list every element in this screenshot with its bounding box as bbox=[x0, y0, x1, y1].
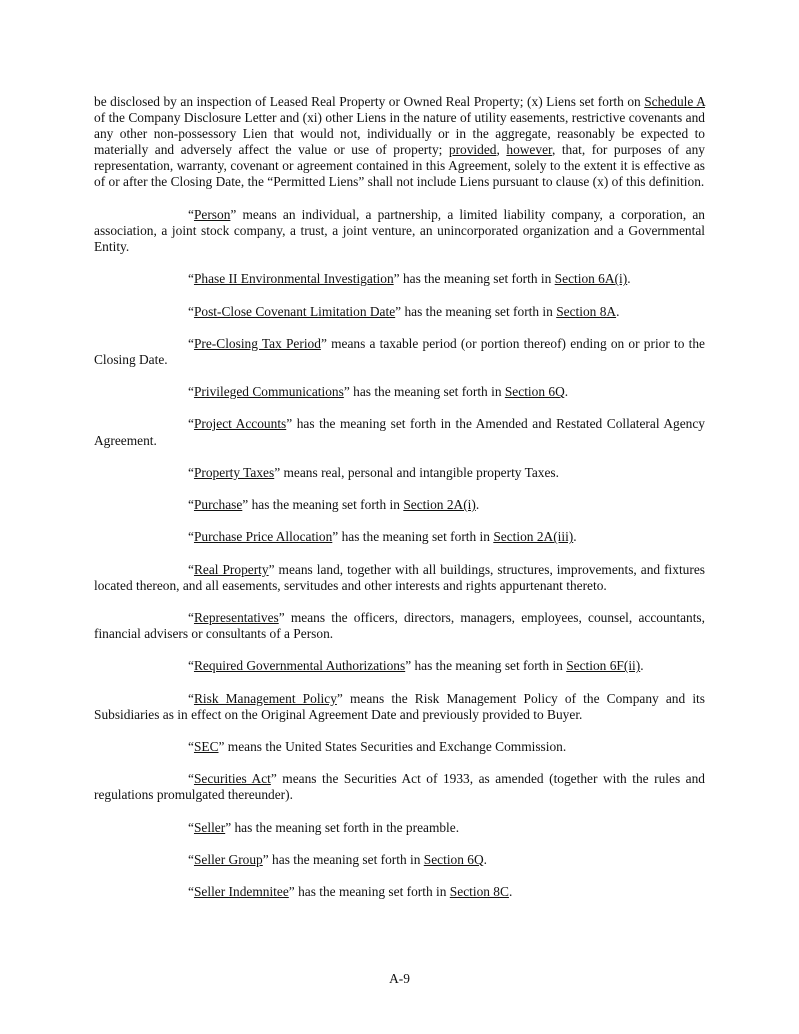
definition-text: ” means real, personal and intangible property Taxes. bbox=[274, 464, 559, 480]
definition-text: ” has the meaning set forth in the Amended and Restated Collateral Agency Agreement. bbox=[94, 416, 705, 448]
definition-paragraph: “Privileged Communications” has the meaning set forth in Section 6Q. bbox=[188, 384, 569, 400]
definition-paragraph: “Seller” has the meaning set forth in the preamble. bbox=[188, 819, 460, 835]
defined-term: Seller bbox=[193, 819, 226, 835]
defined-term: Post-Close Covenant Limitation Date bbox=[193, 303, 396, 319]
definition-paragraph: “Seller Group” has the meaning set forth in Section 6Q. bbox=[188, 852, 488, 867]
definition-paragraph: “Representatives” means the officers, directors, managers, employees, counsel, accountants, financial advisers or consultants of a Person. bbox=[94, 610, 705, 642]
underlined-term: provided bbox=[448, 142, 497, 158]
continuation-paragraph bbox=[94, 94, 705, 191]
section-reference: Section 2A(i) bbox=[403, 497, 476, 513]
definition-paragraph: “Seller Indemnitee” has the meaning set forth in Section 8C. bbox=[188, 884, 513, 900]
page-number: A-9 bbox=[389, 971, 410, 986]
definition-text: ” has the meaning set forth in bbox=[242, 497, 404, 513]
text-run: , bbox=[496, 142, 507, 158]
definition-text: ” has the meaning set forth in bbox=[332, 529, 494, 545]
definition-tail: . bbox=[616, 303, 620, 319]
defined-term: Representatives bbox=[193, 610, 279, 626]
defined-term: Purchase Price Allocation bbox=[193, 529, 333, 545]
section-reference: Section 2A(iii) bbox=[493, 529, 574, 545]
section-reference: Section 6F(ii) bbox=[566, 658, 641, 674]
definition-text: ” means the United States Securities and Exchange Commission. bbox=[218, 739, 567, 755]
section-reference: Section 8C bbox=[449, 884, 509, 900]
section-reference: Section 6A(i) bbox=[554, 271, 628, 287]
defined-term: Real Property bbox=[193, 561, 269, 577]
defined-term: Securities Act bbox=[193, 771, 271, 787]
definition-paragraph: “Property Taxes” means real, personal and intangible property Taxes. bbox=[188, 464, 559, 480]
definition-tail: . bbox=[508, 884, 513, 900]
definition-text: ” means a taxable period (or portion thereof) ending on or prior to the Closing Date. bbox=[94, 335, 705, 367]
underlined-term: however bbox=[506, 142, 552, 158]
definition-text: ” has the meaning set forth in bbox=[405, 658, 567, 674]
defined-term: Seller Group bbox=[193, 852, 263, 867]
definition-tail: . bbox=[483, 852, 488, 867]
definition-paragraph: “Project Accounts” has the meaning set forth in the Amended and Restated Collateral Agency Agreement. bbox=[94, 416, 705, 448]
underlined-reference: Schedule A bbox=[644, 94, 705, 109]
defined-term: Privileged Communications bbox=[193, 384, 344, 400]
section-reference: Section 6Q bbox=[504, 384, 565, 400]
defined-term: Required Governmental Authorizations bbox=[193, 658, 406, 674]
definition-text: ” means the officers, directors, managers, employees, counsel, accountants, financial advisers or consultants of a Person. bbox=[94, 610, 705, 642]
definition-paragraph: “Purchase” has the meaning set forth in Section 2A(i). bbox=[188, 497, 480, 513]
definition-tail: . bbox=[640, 658, 644, 674]
text-run: be disclosed by an inspection of Leased Real Property or Owned Real Property; (x) Liens set forth on bbox=[94, 94, 645, 109]
definition-paragraph: “Pre-Closing Tax Period” means a taxable period (or portion thereof) ending on or prior to the Closing Date. bbox=[94, 335, 705, 367]
defined-term: Phase II Environmental Investigation bbox=[193, 271, 394, 287]
defined-term: Pre-Closing Tax Period bbox=[193, 335, 321, 351]
definition-paragraph: “Real Property” means land, together with all buildings, structures, improvements, and fixtures located thereon, and all easements, servitudes and other interests and rights appurtenant thereto. bbox=[94, 561, 705, 593]
definition-text: ” means the Securities Act of 1933, as amended (together with the rules and regulations promulgated thereunder). bbox=[94, 771, 705, 803]
definition-paragraph: “Securities Act” means the Securities Act of 1933, as amended (together with the rules and regulations promulgated thereunder). bbox=[94, 771, 705, 803]
definition-tail: . bbox=[573, 529, 577, 545]
defined-term: Person bbox=[193, 206, 231, 222]
definition-tail: . bbox=[627, 271, 631, 287]
definition-text: ” has the meaning set forth in bbox=[343, 384, 505, 400]
definition-text: ” means the Risk Management Policy of the Company and its Subsidiaries as in effect on the Original Agreement Date and previously provided to Buyer. bbox=[94, 690, 705, 722]
definitions-list bbox=[94, 207, 705, 901]
section-reference: Section 6Q bbox=[423, 852, 484, 867]
definition-paragraph: “Risk Management Policy” means the Risk Management Policy of the Company and its Subsidiaries as in effect on the Original Agreement Date and previously provided to Buyer. bbox=[94, 690, 705, 722]
definition-tail: . bbox=[475, 497, 480, 513]
section-reference: Section 8A bbox=[556, 303, 617, 319]
text-run: , that, for purposes of any representation, warranty, covenant or agreement contained in this Agreement, solely to the extent it is effective as of or after the Closing Date, the “Permitted Liens” shall not include Liens pursuant to clause (x) of this definition. bbox=[94, 142, 705, 190]
definition-text: ” has the meaning set forth in bbox=[393, 271, 555, 287]
definition-paragraph: “SEC” means the United States Securities and Exchange Commission. bbox=[188, 739, 567, 755]
definition-paragraph: “Phase II Environmental Investigation” has the meaning set forth in Section 6A(i). bbox=[188, 271, 631, 287]
definition-text: ” has the meaning set forth in the preamble. bbox=[225, 819, 460, 835]
definition-text: ” has the meaning set forth in bbox=[395, 303, 557, 319]
definition-text: ” has the meaning set forth in bbox=[262, 852, 424, 867]
definition-text: ” means an individual, a partnership, a limited liability company, a corporation, an association, a joint stock company, a trust, a joint venture, an unincorporated organization and a Governmental Entity. bbox=[94, 206, 705, 254]
defined-term: SEC bbox=[193, 739, 219, 755]
definition-text: ” means land, together with all buildings, structures, improvements, and fixtures located thereon, and all easements, servitudes and other interests and rights appurtenant thereto. bbox=[94, 561, 705, 593]
text-run: of the Company Disclosure Letter and (xi) other Liens in the nature of utility easements, restrictive covenants and any other non-possessory Lien that would not, individually or in the aggregate, reasonably be expected to materially and adversely affect the value or use of property; bbox=[94, 110, 705, 158]
definition-paragraph: “Post-Close Covenant Limitation Date” has the meaning set forth in Section 8A. bbox=[188, 303, 620, 319]
definition-text: ” has the meaning set forth in bbox=[288, 884, 450, 900]
definition-paragraph: “Person” means an individual, a partnership, a limited liability company, a corporation, an association, a joint stock company, a trust, a joint venture, an unincorporated organization and a Governmental Entity. bbox=[94, 206, 705, 254]
definition-paragraph: “Purchase Price Allocation” has the meaning set forth in Section 2A(iii). bbox=[188, 529, 577, 545]
defined-term: Seller Indemnitee bbox=[193, 884, 289, 900]
defined-term: Risk Management Policy bbox=[193, 690, 337, 706]
defined-term: Property Taxes bbox=[193, 464, 275, 480]
defined-term: Purchase bbox=[193, 497, 243, 513]
definition-paragraph: “Required Governmental Authorizations” has the meaning set forth in Section 6F(ii). bbox=[188, 658, 644, 674]
defined-term: Project Accounts bbox=[193, 416, 287, 432]
definition-tail: . bbox=[564, 384, 569, 400]
